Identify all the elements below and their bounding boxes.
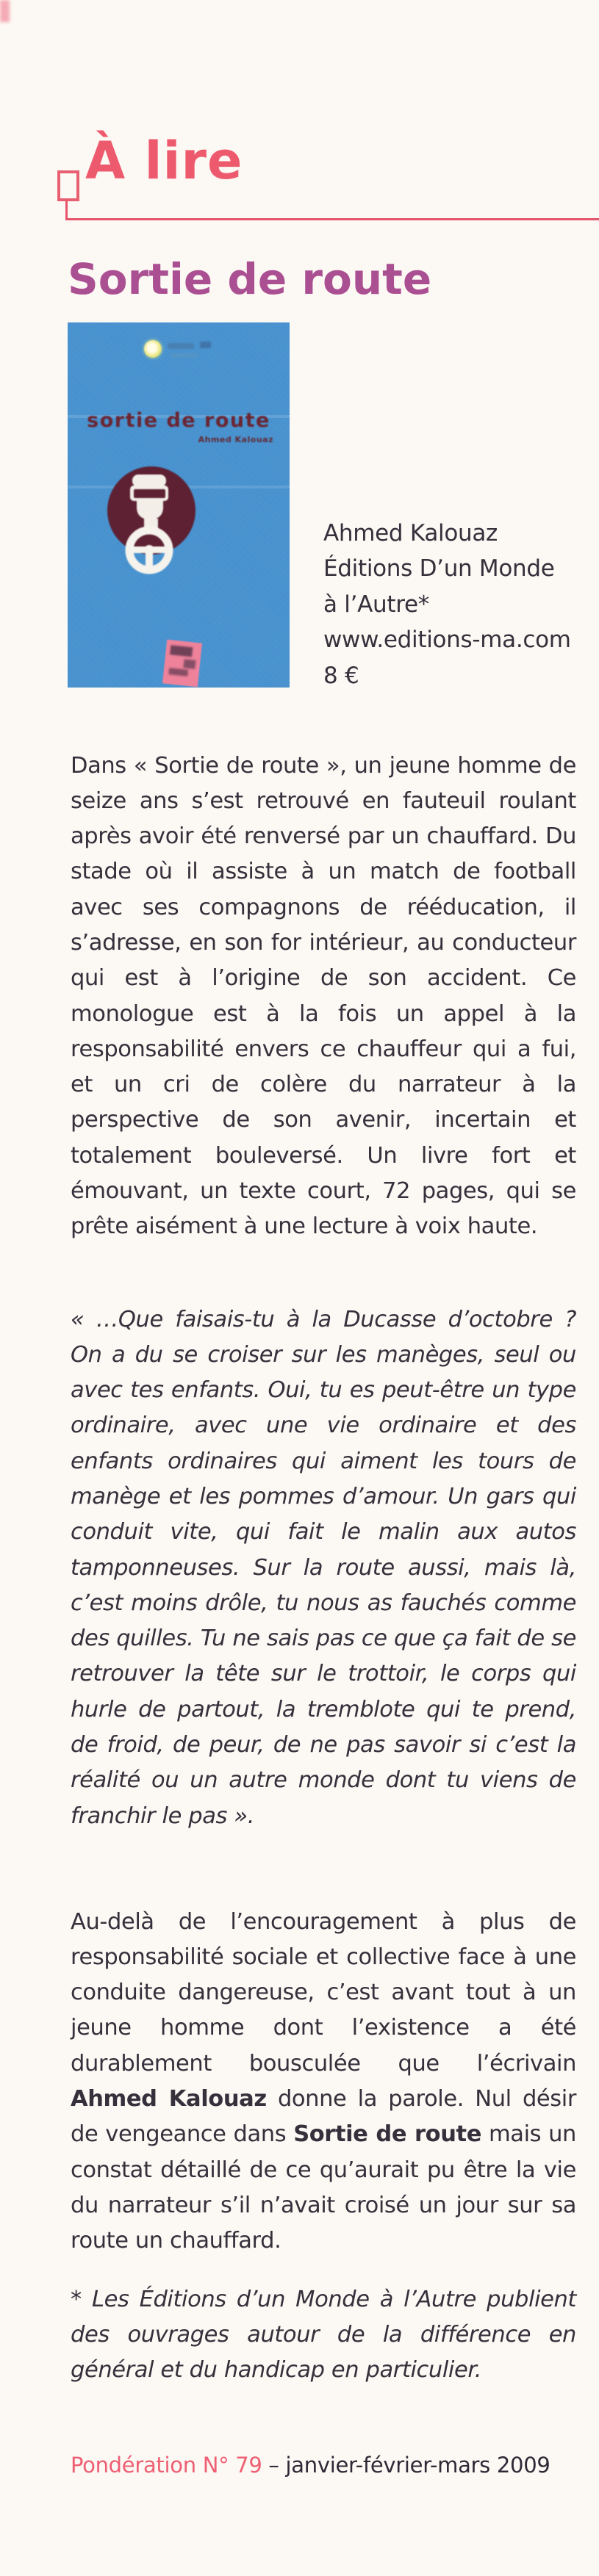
page-footer xyxy=(71,2452,550,2478)
book-cover xyxy=(68,322,290,688)
book-publisher-line2: à l’Autre* xyxy=(323,591,429,618)
section-title: À lire xyxy=(85,131,243,191)
cover-author: Ahmed Kalouaz xyxy=(198,435,273,444)
book-info xyxy=(323,516,588,693)
footer-issue-date: – janvier-février-mars 2009 xyxy=(262,2453,550,2478)
sticker-mark xyxy=(170,645,193,657)
paragraph-review-conclusion: Au-delà de l’encouragement à plus de responsabilité sociale et collective face à une conduite dangereuse, c’est avant tout à un jeune homme dont l’existence a été durablement bousculée que l’écrivain Ahmed Kalouaz donne la parole. Nul désir de vengeance dans Sortie de route mais un constat détaillé de ce qu’aurait pu être la vie du narrateur s’il n’avait croisé un jour sur sa route un chauffard. xyxy=(71,1908,576,2254)
sticker-mark xyxy=(168,668,188,677)
driver-steering-wheel-icon xyxy=(103,465,200,577)
article-title: Sortie de route xyxy=(68,254,432,304)
cover-title: sortie de route xyxy=(87,409,270,432)
scan-artifact xyxy=(0,0,10,22)
section-bullet-square xyxy=(57,170,79,201)
book-website: www.editions-ma.com xyxy=(323,627,571,654)
section-rule xyxy=(65,218,599,220)
book-price: 8 € xyxy=(323,662,359,689)
sticker-mark xyxy=(183,659,196,669)
book-publisher-line1: Éditions D’un Monde xyxy=(323,555,555,582)
logo-text-smudge xyxy=(171,353,198,358)
paragraph-review-intro: Dans « Sortie de route », un jeune homme de seize ans s’est retrouvé en fauteuil roulant après avoir été renversé par un chauffard. Du stade où il assiste à un match de football avec ses compagnons de rééducation, il s’adresse, en son for intérieur, au conducteur qui est à l’origine de son accident. Ce monologue est à la fois un appel à la responsabilité envers ce chauffeur qui a fui, et un cri de colère du narrateur à la perspective de son avenir, incertain et totalement bouleversé. Un livre fort et émouvant, un texte court, 72 pages, qui se prête aisément à une lecture à voix haute. xyxy=(71,752,576,1240)
logo-text-smudge xyxy=(200,342,211,348)
book-author: Ahmed Kalouaz xyxy=(323,520,498,546)
paragraph-book-quote: « …Que faisais-tu à la Ducasse d’octobre ? On a du se croiser sur les manèges, seul ou avec tes enfants. Oui, tu es peut-être un type ordinaire, avec une vie ordinaire et des enfants ordinaires qui aiment les tours de manège et les pommes d’amour. Un gars qui conduit vite, qui fait le malin aux autos tamponneuses. Sur la route aussi, mais là, c’est moins drôle, tu nous as fauchés comme des quilles. Tu ne sais pas ce que ça fait de se retrouver la tête sur le trottoir, le corps qui hurle de partout, la tremblote qui te prend, de froid, de peur, de ne pas savoir si c’est la réalité ou un autre monde dont tu viens de franchir le pas ». xyxy=(71,1306,576,1829)
publisher-logo-icon xyxy=(144,337,232,365)
library-sticker xyxy=(162,640,202,688)
logo-flower-icon xyxy=(144,340,162,358)
logo-text-smudge xyxy=(168,343,194,349)
footnote-publisher: * Les Éditions d’un Monde à l’Autre publient des ouvrages autour de la différence en général et du handicap en particulier. xyxy=(71,2286,576,2384)
footer-journal-name: Pondération N° 79 xyxy=(71,2453,262,2478)
section-connector-line xyxy=(65,200,68,220)
